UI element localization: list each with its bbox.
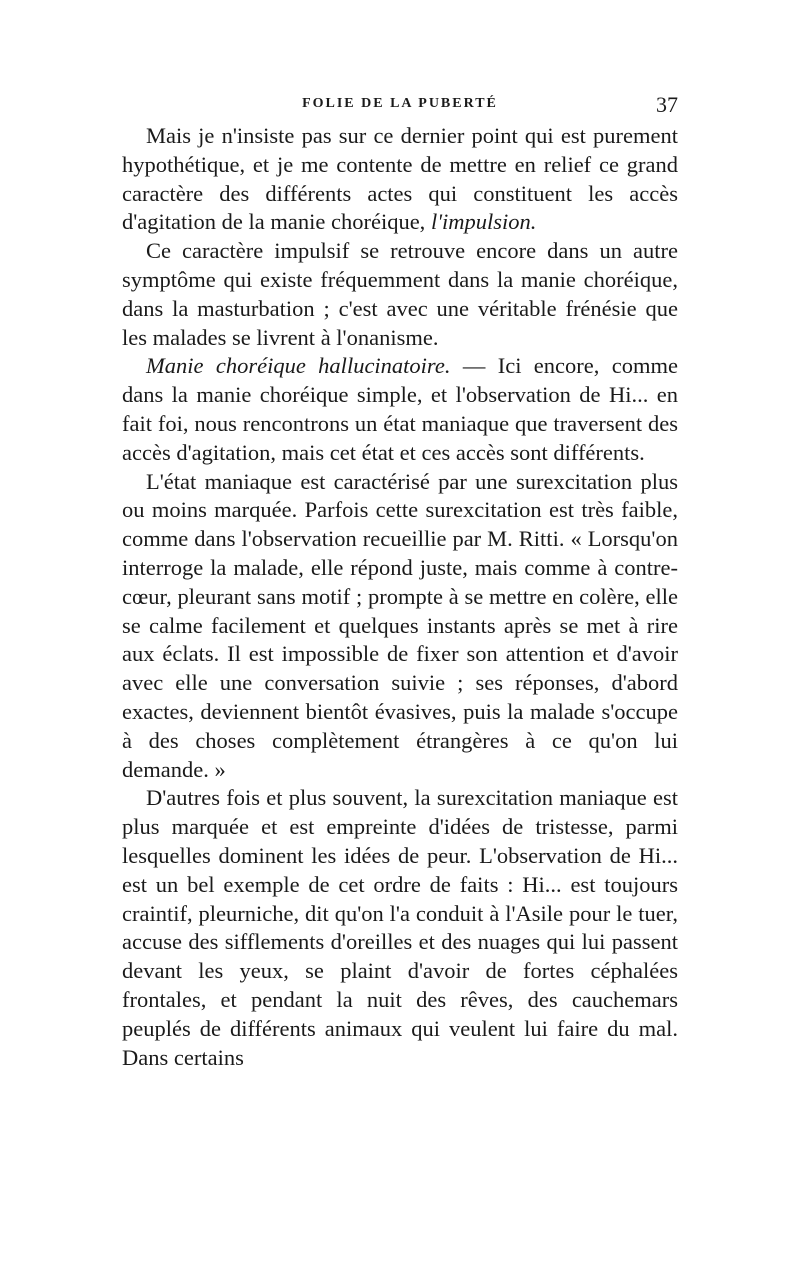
paragraph-3 <box>122 352 678 467</box>
book-page <box>122 92 678 1072</box>
running-title: FOLIE DE LA PUBERTÉ <box>302 96 498 111</box>
paragraph-4 <box>122 468 678 785</box>
paragraph-3-tail: — Ici encore, comme dans la manie choréique simple, et l'observation de Hi... en fait foi, nous rencontrons un état maniaque que traversent des accès d'agitation, mais cet état et ces accès sont différents. <box>122 353 678 465</box>
section-heading-italic: Manie choréique hallucinatoire. <box>146 353 451 379</box>
body-text <box>122 122 678 1072</box>
running-head <box>122 92 678 120</box>
page-number: 37 <box>656 92 678 117</box>
paragraph-1-text: Mais je n'insiste pas sur ce dernier point qui est purement hypothétique, et je me contente de mettre en relief ce grand caractère des différents actes qui constituent les accès d'agitation de la manie choréique, <box>122 123 678 235</box>
paragraph-5-text: D'autres fois et plus souvent, la surexcitation maniaque est plus marquée et est empreinte d'idées de tristesse, parmi lesquelles dominent les idées de peur. L'observation de Hi... est un bel exemple de cet ordre de faits : Hi... est toujours craintif, pleurniche, dit qu'on l'a conduit à l'Asile pour le tuer, accuse des sifflements d'oreilles et des nuages qui lui passent devant les yeux, se plaint d'avoir de fortes céphalées frontales, et pendant la nuit des rêves, des cauchemars peuplés de différents animaux qui veulent lui faire du mal. Dans certains <box>122 785 678 1070</box>
paragraph-4-text: L'état maniaque est caractérisé par une surexcitation plus ou moins marquée. Parfois cette surexcitation est très faible, comme dans l'observation recueillie par M. Ritti. « Lorsqu'on interroge la malade, elle répond juste, mais comme à contre-cœur, pleurant sans motif ; prompte à se mettre en colère, elle se calme facilement et quelques instants après se met à rire aux éclats. Il est impossible de fixer son attention et d'avoir avec elle une conversation suivie ; ses réponses, d'abord exactes, deviennent bientôt évasives, puis la malade s'occupe à des choses complètement étrangères à ce qu'on lui demande. » <box>122 468 678 782</box>
paragraph-1-italic: l'impulsion. <box>430 209 537 235</box>
paragraph-2 <box>122 237 678 352</box>
paragraph-5 <box>122 784 678 1072</box>
paragraph-2-text: Ce caractère impulsif se retrouve encore dans un autre symptôme qui existe fréquemment dans la manie choréique, dans la masturbation ; c'est avec une véritable frénésie que les malades se livrent à l'onanisme. <box>122 238 678 350</box>
paragraph-1 <box>122 122 678 237</box>
